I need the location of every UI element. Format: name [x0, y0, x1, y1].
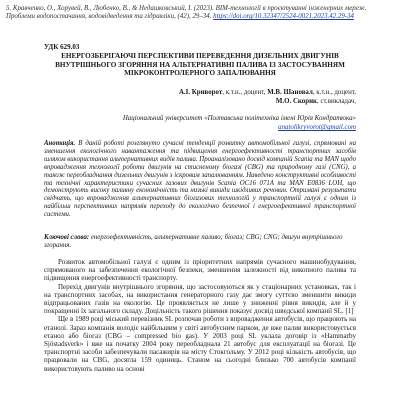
body-paragraph: Розвиток автомобільної галузі є одним із пріоритетних напрямів сучасного машинобудування, спрямованого на забезпечення екологічної безпеки, зменшення залежності від викопного палива та підвищення енергоефективності транспорту. [44, 258, 356, 283]
author-name: М.О. Скорик [275, 97, 318, 105]
author-line [36, 98, 356, 107]
keywords-text: енергоефективність, альтернативне паливо; біогаз; CBG; CNG; двигун внутрішнього згорання. [44, 234, 343, 249]
author-email-link[interactable]: anatolikryvorot@gmail.com [278, 124, 356, 131]
article-title: ЕНЕРГОЗБЕРІГАЮЧІ ПЕРСПЕКТИВИ ПЕРЕВЕДЕННЯ ДИЗЕЛЬНИХ ДВИГУНІВ ВНУТРІШНЬОГО ЗГОРЯННЯ НА АЛЬТЕРНАТИВНІ ПАЛИВА ІЗ ЗАСТОСУВАННЯМ МІКРОКОНТРОЛЕРНОГО ЗАПАЛЮВАННЯ [55, 52, 345, 78]
article-body [44, 258, 356, 373]
author-name: М.В. Шановал [267, 89, 313, 96]
author-credentials: , к.т.н., доцент, [222, 89, 268, 96]
abstract-text: В даній роботі розглянуто сучасні тенденції розвитку автомобільної галузі, спрямовані на зменшення екологічного навантаження та підвищення енергоефективності транспортних засобів шляхом використання альтернативних видів палива. Проаналізовано досвід компаній Scania та MAN щодо впровадження технології роботи двигунів на стисненому біогазі (CBG) та природному газі (CNG), а також переобладнання дизельних двигунів з іскровим запалюванням. Наведено конструктивні особливості та технічні характеристики сучасних газових двигунів Scania OC16 071A та MAN E0836 LOH, що демонструють високу паливну економічність та низькі викиди шкідливих речовин. Отримані результати свідчать, що впровадження альтернативних біогазових технологій у транспортній галузі є одним із найбільш перспективних напрямів переходу до екологічно безпечної і енергоефективної транспортної системи. [44, 140, 356, 219]
author-credentials: , к.т.н., доцент, [312, 89, 356, 96]
abstract-label: Анотація. [44, 140, 76, 147]
abstract [44, 140, 356, 219]
keywords [44, 234, 356, 250]
doi-link[interactable]: https://doi.org/10.32347/2524-0021.2023.42.29-34 [213, 13, 354, 21]
body-paragraph: Перехід двигунів внутрішнього згоряння, що застосовуються як у стаціонарних установках, так і на транспортних засобах, на використання генераторного газу дає змогу суттєво зменшити викиди відпрацьованих газів на екологію. Це проявляється не лише у зниженні рівня викидів, але й у покращенні їх загального складу. Доцільність такого рішення показує досвід шведської компанії SL. [1] [44, 282, 356, 316]
keywords-label: Ключові слова: [44, 234, 90, 241]
body-paragraph: Ще в 1989 році міський перевізник SL розпочав роботи з впровадження автобусів, що працюють на етанолі. Зараз компанія володіє найбільшим у світі автобусним парком, де вже палив використовується етанол або біогаз (CBG – compressed bio gas). У 2003 році SL уклала договір із «Hammarby Sjöstadsverk» і вже на початку 2004 року переобладнала 21 автобус для експлуатації на біогазі. Це транспортні засоби забезпечували пасажирів на місту Стокгольму. У 2012 році кількість автобусів, що працювали на CBG, досягла 159 одиниць. Станом на сьогодні близько 700 автобусів компанії використовують паливо на основі [44, 315, 356, 373]
author-line [36, 89, 356, 98]
udc-code: УДК 629.03 [44, 43, 80, 51]
affiliation: Національний університет «Полтавська політехніка імені Юрія Кондратюка» [122, 115, 356, 122]
reference-text: 5. Кравченко, О., Хорувей, В., Любенко, В., & Недашковський, І. (2023). ВІМ-технології в проєктуванні інженерних мереж. Проблеми водопостачання, водовідведення та гідравліки, (42), 29–34. [6, 5, 367, 21]
reference-entry [6, 5, 394, 22]
author-name: А.І. Криворот [178, 89, 223, 96]
author-credentials: , ст.викладач, [317, 97, 356, 105]
author-list [36, 89, 356, 106]
